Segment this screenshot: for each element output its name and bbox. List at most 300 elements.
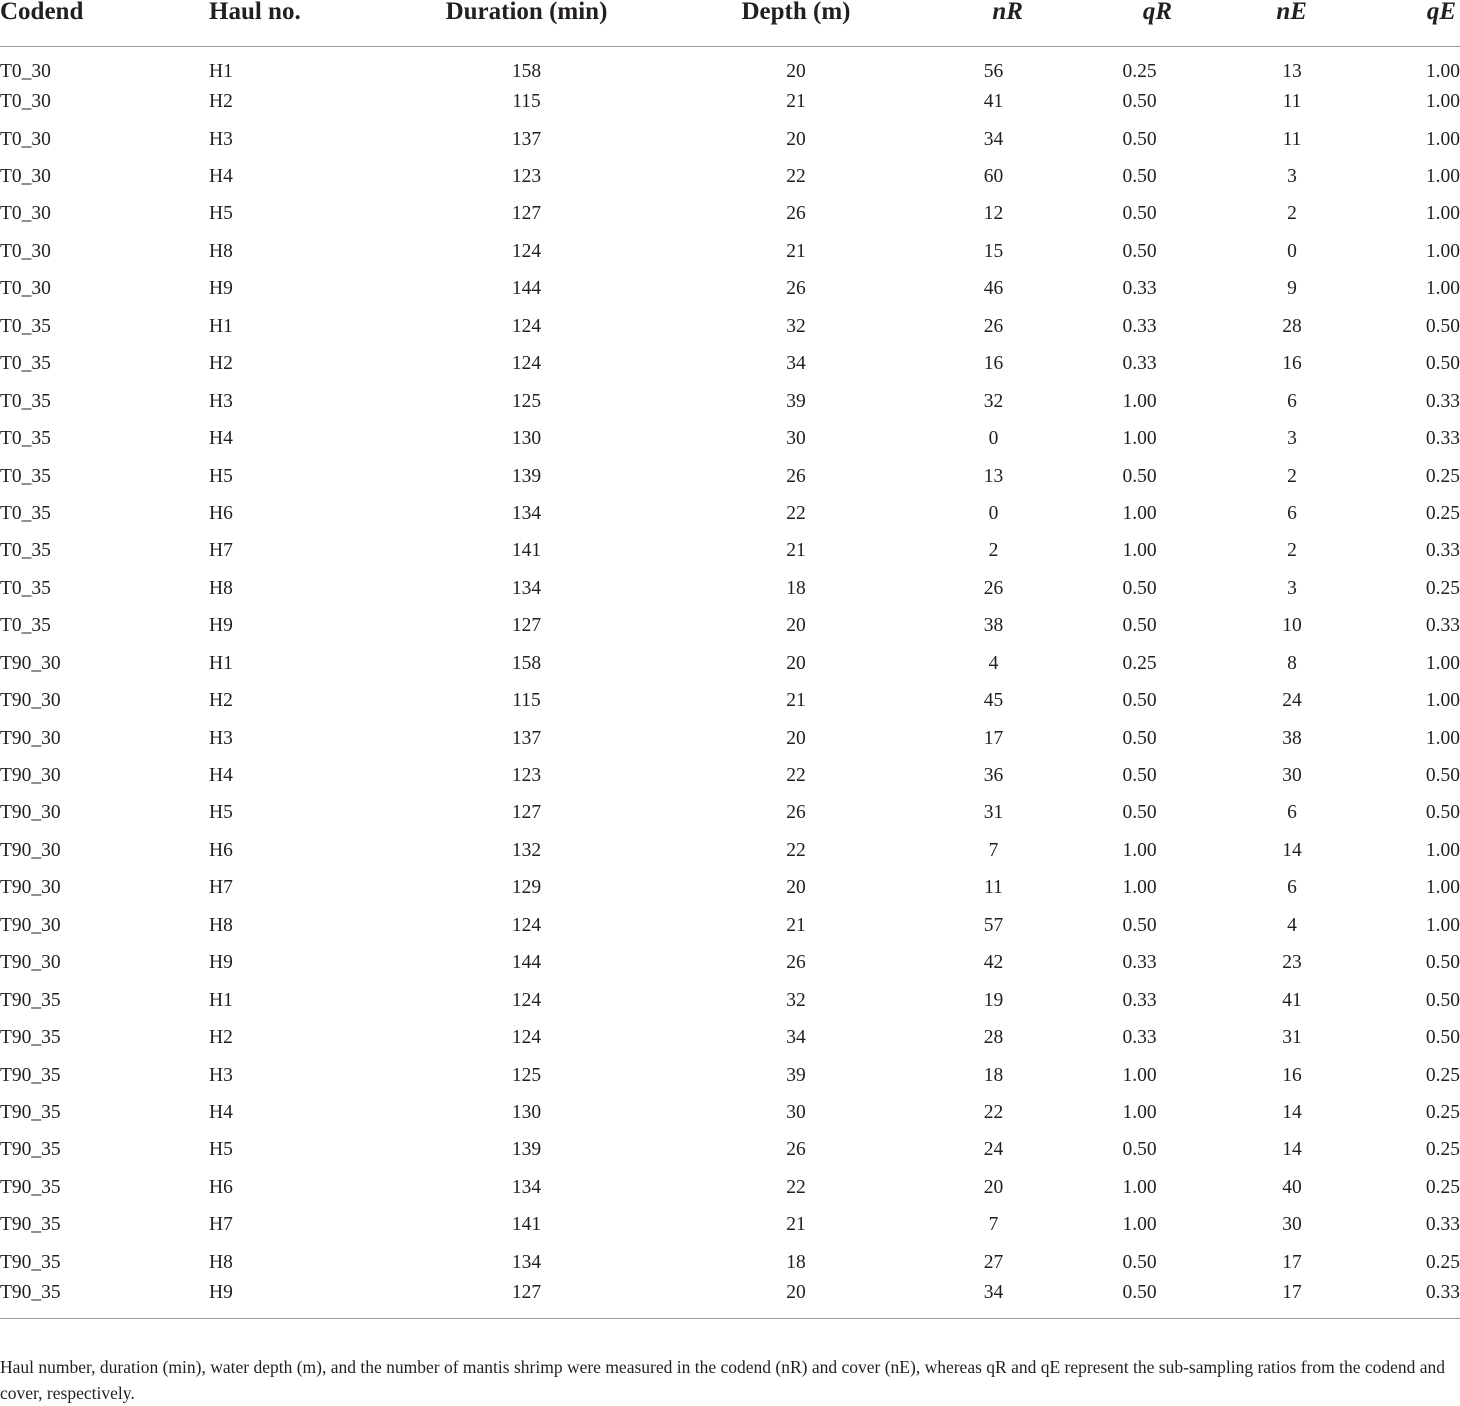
table-row [0,196,1460,233]
table-row [0,1094,1460,1131]
cell-depth: 32 [786,989,806,1011]
cell-haul-no: H1 [209,315,233,337]
cell-duration: 124 [511,1027,542,1049]
cell-duration: 134 [511,502,542,524]
cell-codend: T0_35 [0,540,51,562]
cell-duration: 158 [511,60,542,82]
cell-nr: 20 [983,1176,1004,1198]
cell-codend: T0_35 [0,315,51,337]
cell-nr: 56 [983,60,1004,82]
cell-nr: 22 [983,1101,1004,1123]
cell-depth: 21 [786,690,806,712]
table-row [0,83,1460,120]
cell-duration: 127 [391,1281,662,1318]
cell-ne: 17 [1282,1251,1302,1273]
cell-qr: 0.50 [1122,203,1157,225]
cell-duration: 125 [511,1064,542,1086]
table-row [0,832,1460,869]
cell-qr: 0.50 [1122,465,1157,487]
cell-nr: 2 [988,540,999,562]
cell-depth: 20 [786,60,806,82]
cell-depth: 34 [786,353,806,375]
table-row [0,1207,1460,1244]
table-row [0,458,1460,495]
cell-haul-no: H4 [209,1101,233,1123]
cell-qe: 1.00 [1425,690,1460,712]
cell-nr: 0 [988,502,999,524]
cell-haul-no: H9 [209,952,233,974]
cell-haul-no: H8 [209,577,233,599]
cell-ne: 14 [1282,839,1302,861]
cell-ne: 16 [1282,1064,1302,1086]
cell-duration: 123 [511,765,542,787]
cell-ne: 24 [1282,690,1302,712]
table-row [0,945,1460,982]
cell-ne: 3 [1287,166,1297,188]
cell-duration: 130 [511,428,542,450]
cell-codend: T0_35 [0,428,51,450]
cell-qe: 0.25 [1425,502,1460,524]
cell-qr: 0.50 [1122,914,1157,936]
cell-haul-no: H1 [209,989,233,1011]
cell-depth: 32 [786,315,806,337]
cell-depth: 20 [786,877,806,899]
cell-qe: 0.25 [1425,1101,1460,1123]
cell-depth: 26 [786,802,806,824]
cell-ne: 23 [1282,952,1302,974]
cell-duration: 144 [511,952,542,974]
table-row [0,46,1460,83]
cell-duration: 144 [511,278,542,300]
cell-duration: 124 [511,240,542,262]
cell-qr: 0.50 [1122,91,1157,113]
cell-depth: 26 [786,278,806,300]
cell-haul-no: H2 [209,1027,233,1049]
cell-haul-no: H6 [209,502,233,524]
cell-codend: T0_35 [0,465,51,487]
cell-ne: 16 [1282,353,1302,375]
cell-duration: 141 [511,1214,542,1236]
cell-codend: T90_30 [0,652,61,674]
cell-haul-no: H7 [209,877,233,899]
cell-qr: 1.00 [1122,839,1157,861]
cell-qr: 1.00 [1122,428,1157,450]
cell-ne: 31 [1282,1027,1302,1049]
cell-qr: 0.50 [1122,128,1157,150]
cell-codend: T90_35 [0,1101,61,1123]
cell-codend: T0_30 [0,60,51,82]
cell-qe: 1.00 [1425,914,1460,936]
cell-qe: 1.00 [1425,203,1460,225]
cell-codend: T90_35 [0,1027,61,1049]
table-body [0,46,1460,1319]
cell-qe: 0.50 [1425,802,1460,824]
cell-haul-no: H3 [209,1064,233,1086]
cell-ne: 6 [1287,802,1297,824]
cell-qr: 0.50 [1057,1281,1222,1318]
table-row [0,308,1460,345]
table-row [0,1244,1460,1281]
cell-depth: 26 [786,203,806,225]
cell-ne: 13 [1282,60,1302,82]
cell-ne: 30 [1282,765,1302,787]
cell-depth: 22 [786,166,806,188]
cell-qr: 0.50 [1122,802,1157,824]
cell-depth: 26 [786,1139,806,1161]
cell-qr: 0.50 [1122,577,1157,599]
cell-haul-no: H8 [209,1251,233,1273]
cell-haul-no: H5 [209,1139,233,1161]
cell-qe: 0.33 [1425,428,1460,450]
cell-nr: 24 [983,1139,1004,1161]
cell-haul-no: H6 [209,1176,233,1198]
cell-qe: 0.25 [1425,465,1460,487]
cell-haul-no: H3 [209,128,233,150]
cell-codend: T90_30 [0,914,61,936]
table-row [0,645,1460,682]
cell-depth: 21 [786,91,806,113]
cell-ne: 11 [1282,91,1302,113]
cell-nr: 28 [983,1027,1004,1049]
header-depth: Depth (m) [662,0,930,46]
cell-depth: 18 [786,577,806,599]
cell-ne: 9 [1287,278,1297,300]
cell-ne: 30 [1282,1214,1302,1236]
table-row [0,1019,1460,1056]
cell-nr: 15 [983,240,1004,262]
cell-codend: T0_30 [0,203,51,225]
cell-haul-no: H4 [209,428,233,450]
cell-haul-no: H5 [209,802,233,824]
cell-ne: 41 [1282,989,1302,1011]
cell-depth: 20 [786,128,806,150]
cell-duration: 134 [511,1176,542,1198]
cell-nr: 17 [983,727,1004,749]
cell-qe: 0.33 [1362,1281,1460,1318]
cell-duration: 132 [511,839,542,861]
cell-qr: 0.33 [1122,278,1157,300]
cell-qr: 1.00 [1122,502,1157,524]
cell-qe: 0.33 [1425,390,1460,412]
cell-codend: T90_35 [0,1064,61,1086]
table-row [0,1169,1460,1206]
table-row [0,608,1460,645]
cell-ne: 2 [1287,465,1297,487]
cell-qe: 0.25 [1425,1064,1460,1086]
cell-duration: 139 [511,1139,542,1161]
cell-codend: T90_35 [0,989,61,1011]
table-row [0,420,1460,457]
cell-qr: 0.50 [1122,765,1157,787]
cell-qr: 0.33 [1122,315,1157,337]
cell-codend: T90_35 [0,1214,61,1236]
cell-haul-no: H8 [209,240,233,262]
table-row [0,233,1460,270]
cell-duration: 127 [511,802,542,824]
cell-depth: 22 [786,502,806,524]
cell-ne: 14 [1282,1139,1302,1161]
cell-duration: 139 [511,465,542,487]
cell-haul-no: H5 [209,203,233,225]
table-row [0,1057,1460,1094]
cell-haul-no: H6 [209,839,233,861]
cell-haul-no: H4 [209,166,233,188]
cell-codend: T0_30 [0,240,51,262]
cell-qr: 0.50 [1122,727,1157,749]
cell-haul-no: H9 [209,1281,391,1318]
cell-qe: 0.50 [1425,952,1460,974]
cell-duration: 141 [511,540,542,562]
cell-haul-no: H7 [209,1214,233,1236]
cell-haul-no: H2 [209,353,233,375]
cell-ne: 40 [1282,1176,1302,1198]
table-row [0,795,1460,832]
cell-qr: 1.00 [1122,1101,1157,1123]
cell-qe: 1.00 [1425,278,1460,300]
cell-depth: 21 [786,540,806,562]
table-header [0,0,1460,46]
cell-qe: 0.25 [1425,1176,1460,1198]
cell-codend: T90_30 [0,952,61,974]
cell-ne: 28 [1282,315,1302,337]
cell-qe: 0.25 [1425,577,1460,599]
header-ne: nE [1222,0,1362,46]
cell-qr: 0.25 [1122,652,1157,674]
cell-codend: T0_35 [0,615,51,637]
cell-duration: 158 [511,652,542,674]
cell-codend: T90_30 [0,839,61,861]
cell-qe: 1.00 [1425,652,1460,674]
cell-haul-no: H9 [209,615,233,637]
cell-nr: 32 [983,390,1004,412]
cell-haul-no: H4 [209,765,233,787]
cell-ne: 6 [1287,502,1297,524]
cell-duration: 134 [511,1251,542,1273]
table-footnote: Haul number, duration (min), water depth (m), and the number of mantis shrimp were measured in the codend (nR) and cover (nE), whereas qR and qE represent the sub-sampling ratios from the codend and cover, respectively. [0,1357,1446,1403]
cell-haul-no: H1 [209,60,233,82]
cell-qr: 0.33 [1122,989,1157,1011]
cell-qr: 1.00 [1122,390,1157,412]
cell-haul-no: H3 [209,390,233,412]
cell-qr: 0.50 [1122,615,1157,637]
cell-ne: 2 [1287,540,1297,562]
cell-haul-no: H3 [209,727,233,749]
cell-ne: 11 [1282,128,1302,150]
table-row [0,757,1460,794]
cell-nr: 13 [983,465,1004,487]
cell-depth: 21 [786,914,806,936]
cell-depth: 30 [786,1101,806,1123]
cell-nr: 27 [983,1251,1004,1273]
cell-nr: 34 [930,1281,1057,1318]
table-row [0,158,1460,195]
cell-nr: 41 [983,91,1004,113]
cell-codend: T0_35 [0,577,51,599]
table-row [0,1132,1460,1169]
header-nr: nR [930,0,1057,46]
cell-codend: T0_30 [0,278,51,300]
cell-depth: 20 [786,615,806,637]
cell-depth: 22 [786,1176,806,1198]
cell-ne: 4 [1287,914,1297,936]
cell-depth: 22 [786,839,806,861]
cell-qe: 0.33 [1425,540,1460,562]
cell-nr: 42 [983,952,1004,974]
cell-haul-no: H1 [209,652,233,674]
cell-nr: 60 [983,166,1004,188]
cell-haul-no: H5 [209,465,233,487]
cell-codend: T90_35 [0,1281,209,1318]
cell-qr: 0.25 [1122,60,1157,82]
cell-duration: 127 [511,203,542,225]
cell-haul-no: H9 [209,278,233,300]
cell-qr: 0.50 [1122,240,1157,262]
cell-depth: 39 [786,1064,806,1086]
cell-qr: 1.00 [1122,877,1157,899]
cell-qe: 1.00 [1425,839,1460,861]
cell-nr: 46 [983,278,1004,300]
cell-nr: 26 [983,577,1004,599]
cell-nr: 19 [983,989,1004,1011]
cell-codend: T90_30 [0,802,61,824]
cell-ne: 17 [1222,1281,1362,1318]
cell-haul-no: H7 [209,540,233,562]
cell-qe: 1.00 [1425,877,1460,899]
cell-depth: 22 [786,765,806,787]
cell-codend: T0_35 [0,390,51,412]
cell-nr: 4 [988,652,999,674]
cell-qe: 0.33 [1425,1214,1460,1236]
cell-nr: 12 [983,203,1004,225]
table-row [0,870,1460,907]
cell-qr: 1.00 [1122,1176,1157,1198]
cell-codend: T0_35 [0,353,51,375]
cell-duration: 124 [511,914,542,936]
cell-nr: 31 [983,802,1004,824]
cell-qe: 0.50 [1425,989,1460,1011]
cell-codend: T90_30 [0,765,61,787]
cell-qe: 1.00 [1425,166,1460,188]
cell-duration: 115 [512,91,541,113]
cell-duration: 130 [511,1101,542,1123]
cell-ne: 3 [1287,428,1297,450]
cell-nr: 57 [983,914,1004,936]
cell-depth: 20 [786,652,806,674]
table-row [0,570,1460,607]
table-row [0,383,1460,420]
cell-qe: 1.00 [1425,128,1460,150]
header-haul-no: Haul no. [209,0,391,46]
cell-ne: 8 [1287,652,1297,674]
cell-depth: 20 [662,1281,930,1318]
cell-duration: 125 [511,390,542,412]
cell-codend: T90_35 [0,1176,61,1198]
cell-nr: 11 [984,877,1003,899]
cell-qr: 1.00 [1122,1214,1157,1236]
cell-nr: 26 [983,315,1004,337]
table-row [0,682,1460,719]
table-row [0,121,1460,158]
cell-nr: 45 [983,690,1004,712]
cell-ne: 6 [1287,877,1297,899]
table-row [0,720,1460,757]
cell-ne: 0 [1287,240,1297,262]
cell-depth: 39 [786,390,806,412]
cell-qr: 0.33 [1122,952,1157,974]
cell-qr: 0.50 [1122,690,1157,712]
cell-qe: 0.50 [1425,1027,1460,1049]
cell-qe: 0.25 [1425,1139,1460,1161]
cell-qr: 0.50 [1122,1251,1157,1273]
cell-haul-no: H8 [209,914,233,936]
cell-qe: 0.50 [1425,353,1460,375]
cell-depth: 30 [786,428,806,450]
cell-duration: 115 [512,690,541,712]
cell-depth: 26 [786,465,806,487]
cell-nr: 38 [983,615,1004,637]
cell-nr: 36 [983,765,1004,787]
cell-qe: 0.50 [1425,315,1460,337]
cell-duration: 137 [511,128,542,150]
cell-codend: T0_30 [0,91,51,113]
cell-qr: 1.00 [1122,540,1157,562]
cell-duration: 124 [511,989,542,1011]
cell-duration: 127 [511,615,542,637]
cell-nr: 16 [983,353,1004,375]
cell-depth: 21 [786,1214,806,1236]
cell-qr: 0.33 [1122,353,1157,375]
header-codend: Codend [0,0,209,46]
cell-nr: 18 [983,1064,1004,1086]
cell-duration: 134 [511,577,542,599]
header-duration: Duration (min) [391,0,662,46]
header-qe: qE [1362,0,1460,46]
cell-codend: T90_35 [0,1139,61,1161]
cell-depth: 26 [786,952,806,974]
cell-depth: 20 [786,727,806,749]
cell-qe: 1.00 [1425,60,1460,82]
cell-codend: T90_30 [0,877,61,899]
cell-nr: 0 [988,428,999,450]
cell-qr: 0.33 [1122,1027,1157,1049]
cell-ne: 38 [1282,727,1302,749]
cell-ne: 10 [1282,615,1302,637]
cell-qe: 0.50 [1425,765,1460,787]
cell-duration: 129 [511,877,542,899]
cell-depth: 21 [786,240,806,262]
table-row [0,907,1460,944]
cell-duration: 124 [511,353,542,375]
cell-nr: 34 [983,128,1004,150]
cell-ne: 2 [1287,203,1297,225]
cell-codend: T0_35 [0,502,51,524]
table-row [0,271,1460,308]
cell-codend: T90_30 [0,727,61,749]
cell-qe: 1.00 [1425,240,1460,262]
cell-codend: T90_30 [0,690,61,712]
cell-ne: 6 [1287,390,1297,412]
cell-duration: 137 [511,727,542,749]
cell-ne: 3 [1287,577,1297,599]
cell-depth: 34 [786,1027,806,1049]
header-qr: qR [1057,0,1222,46]
cell-codend: T0_30 [0,166,51,188]
cell-codend: T0_30 [0,128,51,150]
cell-qe: 0.25 [1425,1251,1460,1273]
cell-haul-no: H2 [209,690,233,712]
cell-duration: 123 [511,166,542,188]
cell-nr: 7 [988,1214,999,1236]
